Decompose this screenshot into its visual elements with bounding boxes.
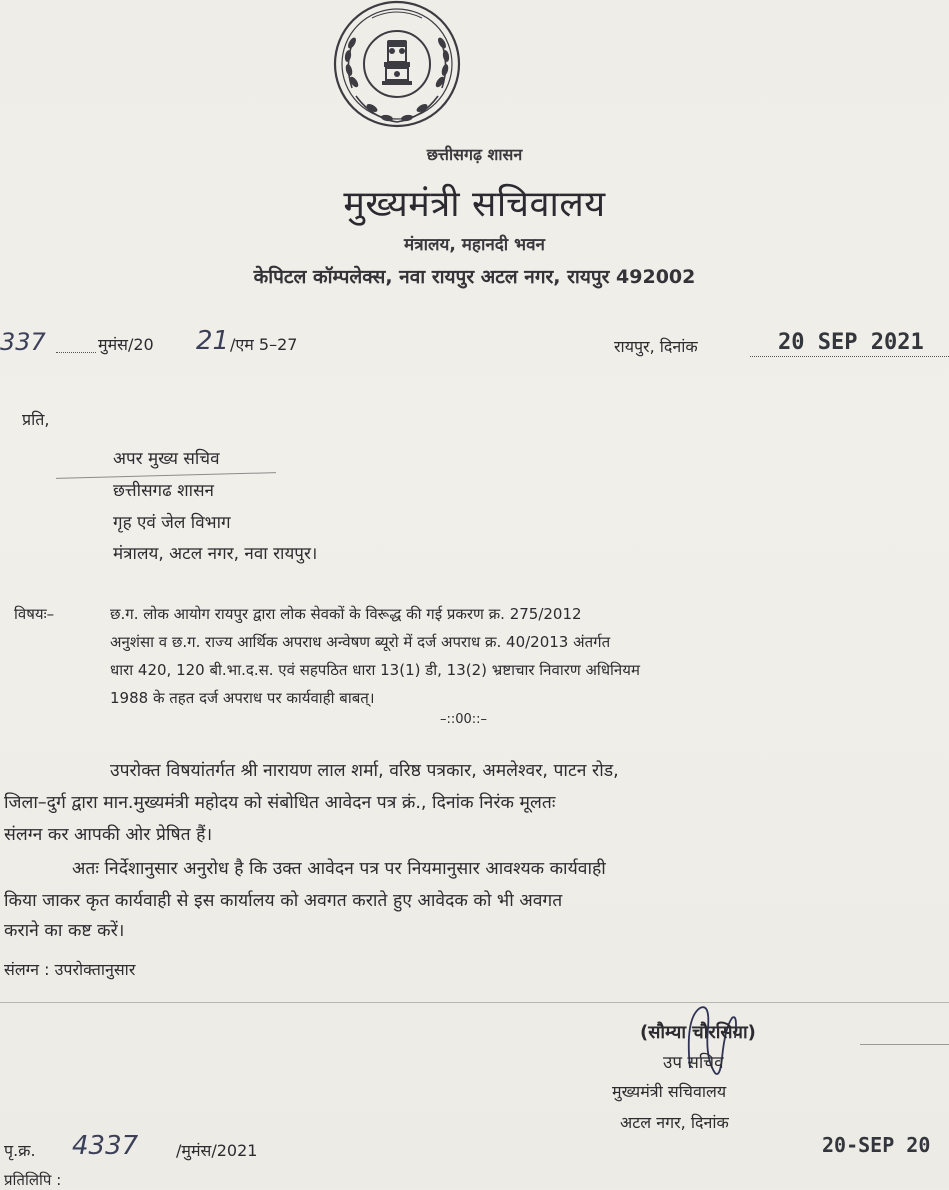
enclosure-note: संलग्न : उपरोक्तानुसार bbox=[4, 960, 136, 979]
section-divider: –::00::– bbox=[440, 712, 488, 727]
signatory-office: मुख्यमंत्री सचिवालय bbox=[612, 1082, 727, 1101]
reference-prefix: मुमंस/20 bbox=[98, 335, 154, 354]
salutation: प्रति, bbox=[22, 410, 50, 429]
date-label: रायपुर, दिनांक bbox=[614, 337, 698, 356]
body-line: कराने का कष्ट करें। bbox=[4, 921, 125, 941]
subject-label: विषयः– bbox=[14, 605, 55, 623]
recipient-line: मंत्रालय, अटल नगर, नवा रायपुर। bbox=[113, 544, 318, 564]
reference-number-handwritten: 337 bbox=[0, 328, 46, 356]
subject-line: अनुशंसा व छ.ग. राज्य आर्थिक अपराध अन्वेषण ब्यूरो में दर्ज अपराध क्र. 40/2013 अंतर्गत bbox=[110, 633, 611, 651]
signatory-place-date-label: अटल नगर, दिनांक bbox=[620, 1113, 729, 1132]
recipient-line: छत्तीसगढ शासन bbox=[113, 481, 214, 501]
date-stamp: 20 SEP 2021 bbox=[778, 330, 924, 355]
body-line: उपरोक्त विषयांतर्गत श्री नारायण लाल शर्मा, वरिष्ठ पत्रकार, अमलेश्वर, पाटन रोड, bbox=[110, 761, 619, 781]
body-line: जिला–दुर्ग द्वारा मान.मुख्यमंत्री महोदय को संबोधित आवेदन पत्र क्रं., दिनांक निरंक मूलतः bbox=[4, 793, 556, 813]
signatory-name: (सौम्या चौरसिया) bbox=[640, 1022, 756, 1043]
reference-number-dotted-line bbox=[56, 352, 96, 353]
recipient-line: गृह एवं जेल विभाग bbox=[113, 513, 231, 533]
date-dotted-line bbox=[750, 356, 949, 357]
office-title: मुख्यमंत्री सचिवालय bbox=[343, 184, 606, 225]
reference-suffix: /एम 5–27 bbox=[230, 335, 298, 354]
building-name: मंत्रालय, महानदी भवन bbox=[404, 235, 545, 255]
government-name: छत्तीसगढ़ शासन bbox=[426, 145, 523, 164]
signature-rule bbox=[860, 1044, 949, 1045]
horizontal-rule bbox=[0, 1002, 949, 1003]
body-line: अतः निर्देशानुसार अनुरोध है कि उक्त आवेदन पत्र पर नियमानुसार आवश्यक कार्यवाही bbox=[72, 859, 606, 879]
subject-line: धारा 420, 120 बी.भा.द.स. एवं सहपठित धारा 13(1) डी, 13(2) भ्रष्टाचार निवारण अधिनियम bbox=[110, 661, 640, 679]
state-emblem-icon bbox=[332, 0, 462, 135]
signature-date-stamp: 20-SEP 20 bbox=[822, 1133, 931, 1157]
body-line: संलग्न कर आपकी ओर प्रेषित हैं। bbox=[4, 825, 213, 845]
copy-label: प्रतिलिपि : bbox=[4, 1171, 62, 1189]
subject-line: छ.ग. लोक आयोग रायपुर द्वारा लोक सेवकों के विरूद्ध की गई प्रकरण क्र. 275/2012 bbox=[110, 605, 582, 623]
endorsement-label: पृ.क्र. bbox=[4, 1141, 36, 1160]
recipient-line: अपर मुख्य सचिव bbox=[113, 449, 220, 469]
endorsement-suffix: /मुमंस/2021 bbox=[176, 1141, 258, 1160]
signatory-title: उप सचिव bbox=[663, 1053, 724, 1073]
office-address: केपिटल कॉम्पलेक्स, नवा रायपुर अटल नगर, रायपुर 492002 bbox=[253, 266, 696, 288]
subject-line: 1988 के तहत दर्ज अपराध पर कार्यवाही बाबत्। bbox=[110, 689, 375, 707]
reference-year-handwritten: 21 bbox=[196, 326, 230, 356]
endorsement-number-handwritten: 4337 bbox=[72, 1131, 139, 1161]
body-line: किया जाकर कृत कार्यवाही से इस कार्यालय को अवगत कराते हुए आवेदक को भी अवगत bbox=[4, 891, 563, 911]
